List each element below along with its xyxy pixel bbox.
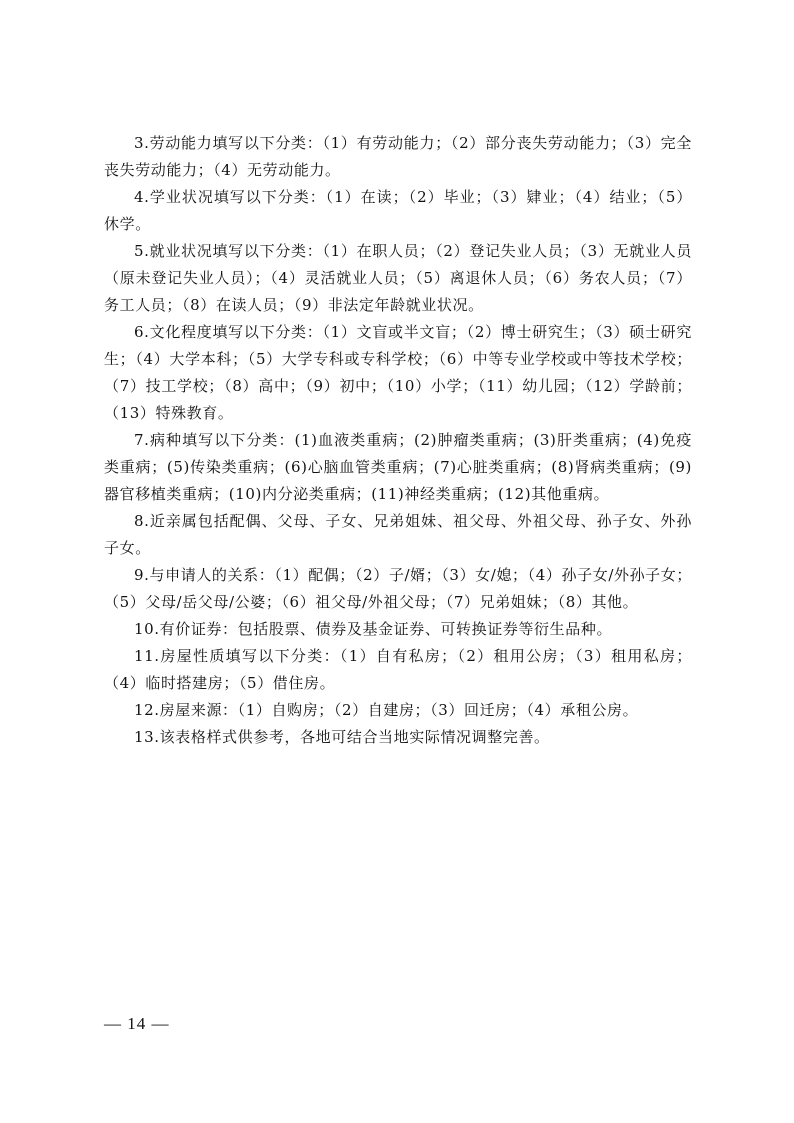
page-number: — 14 —: [104, 1014, 170, 1033]
note-3-labor-capacity: 3.劳动能力填写以下分类：（1）有劳动能力；（2）部分丧失劳动能力；（3）完全丧失劳动能力；（4）无劳动能力。: [104, 134, 692, 179]
note-7-disease-type: 7.病种填写以下分类：(1)血液类重病；(2)肿瘤类重病；(3)肝类重病；(4)免疫类重病；(5)传染类重病；(6)心脑血管类重病；(7)心脏类重病；(8)肾病类重病；(9)器官移植类重病；(10)内分泌类重病；(11)神经类重病；(12)其他重病。: [104, 431, 692, 503]
note-11-housing-nature: 11.房屋性质填写以下分类：（1）自有私房；（2）租用公房；（3）租用私房；（4）临时搭建房；（5）借住房。: [104, 647, 692, 692]
note-10-securities: 10.有价证券：包括股票、债券及基金证券、可转换证券等衍生品种。: [134, 620, 613, 638]
note-6-education-level: 6.文化程度填写以下分类：（1）文盲或半文盲；（2）博士研究生；（3）硕士研究生；（4）大学本科；（5）大学专科或专科学校；（6）中等专业学校或中等技术学校；（7）技工学校；（8）高中；（9）初中；（10）小学；（11）幼儿园；（12）学龄前；（13）特殊教育。: [104, 323, 692, 422]
notes-body: [104, 130, 692, 751]
note-4-study-status: 4.学业状况填写以下分类：（1）在读；（2）毕业；（3）肄业；（4）结业；（5）休学。: [104, 188, 692, 233]
note-8-close-relatives: 8.近亲属包括配偶、父母、子女、兄弟姐妹、祖父母、外祖父母、孙子女、外孙子女。: [104, 512, 692, 557]
note-13-template-reference: 13.该表格样式供参考，各地可结合当地实际情况调整完善。: [134, 728, 550, 746]
note-9-relationship: 9.与申请人的关系：（1）配偶；（2）子/婿；（3）女/媳；（4）孙子女/外孙子女；（5）父母/岳父母/公婆；（6）祖父母/外祖父母；（7）兄弟姐妹；（8）其他。: [104, 566, 692, 611]
note-5-employment-status: 5.就业状况填写以下分类：（1）在职人员；（2）登记失业人员；（3）无就业人员（原未登记失业人员）；（4）灵活就业人员；（5）离退休人员；（6）务农人员；（7）务工人员；（8）在读人员；（9）非法定年龄就业状况。: [104, 242, 692, 314]
note-12-housing-source: 12.房屋来源：（1）自购房；（2）自建房；（3）回迁房；（4）承租公房。: [134, 701, 639, 719]
